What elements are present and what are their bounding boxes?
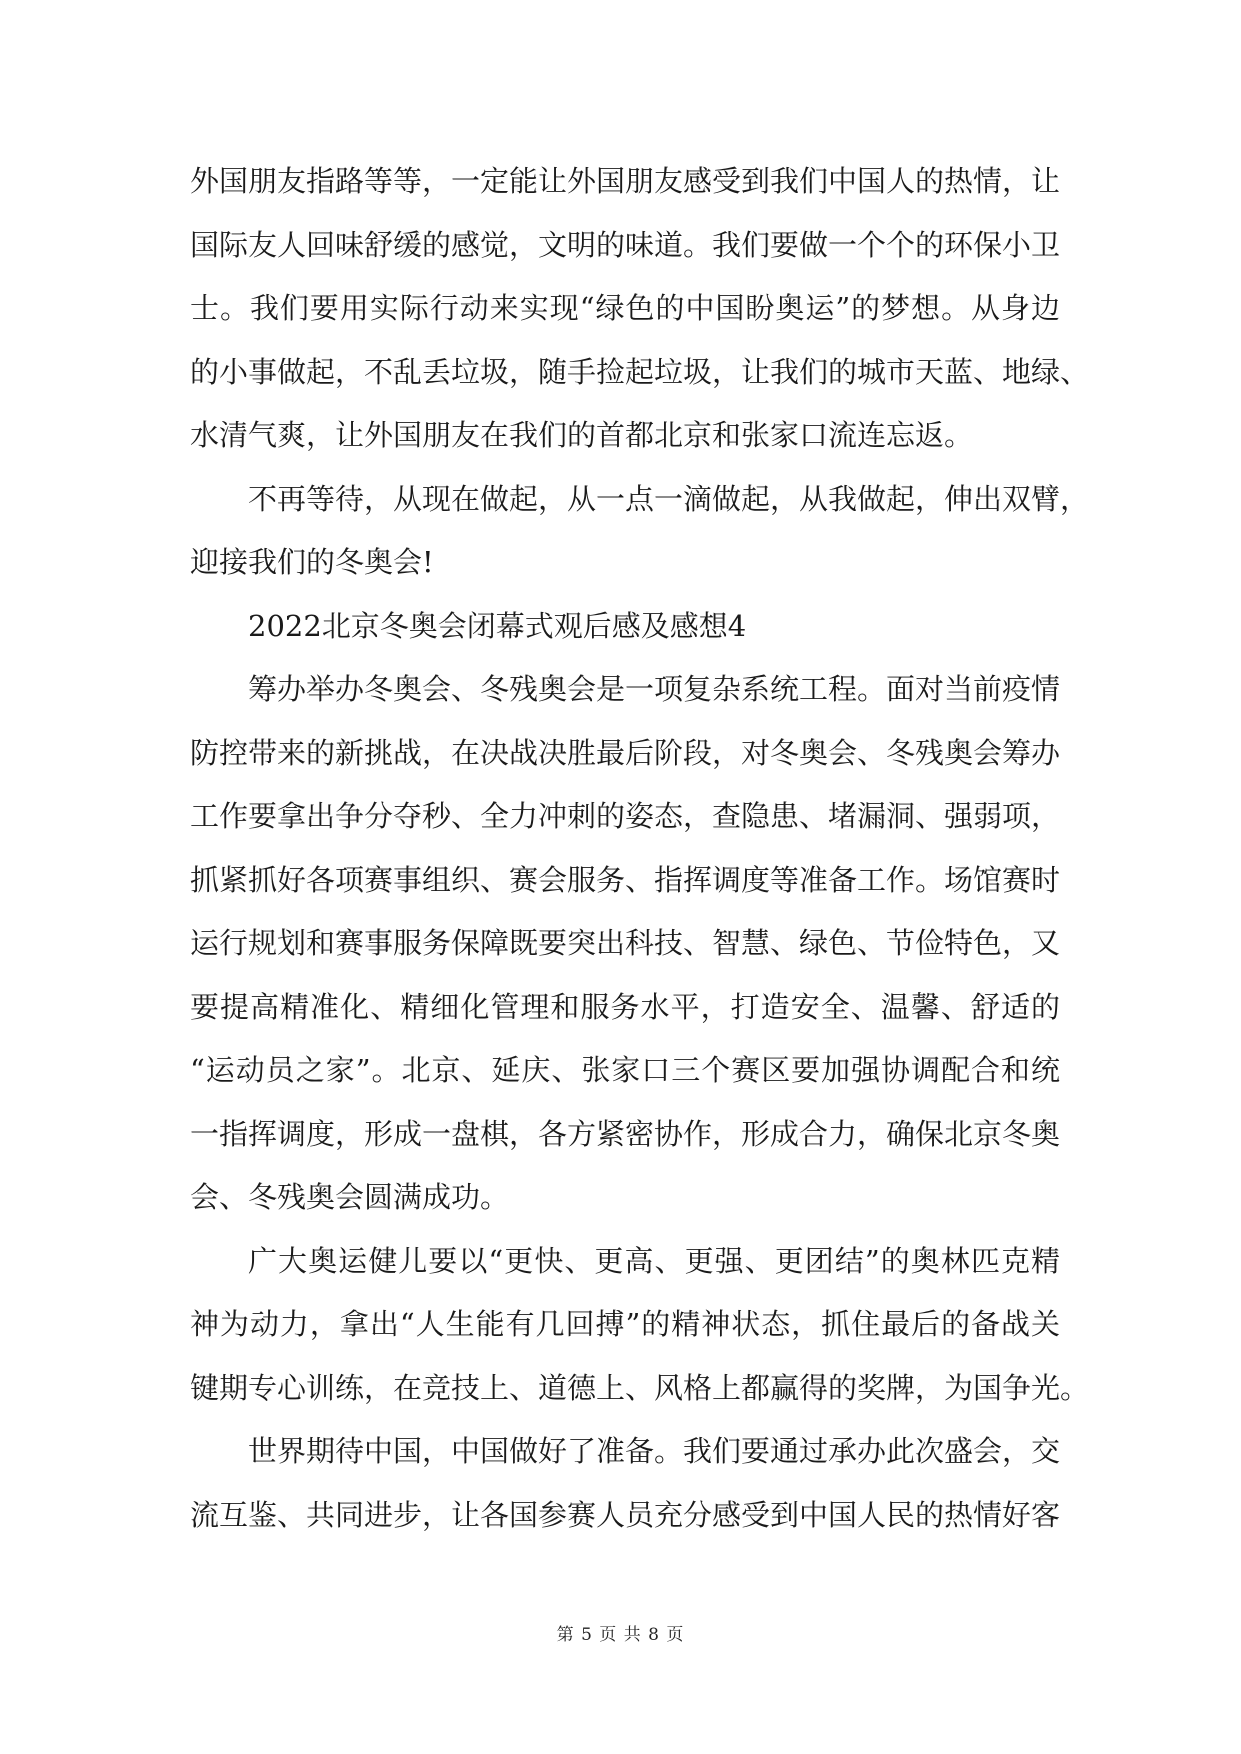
text-line: 外国朋友指路等等，一定能让外国朋友感受到我们中国人的热情，让 <box>190 164 1061 198</box>
text-line: 要提高精准化、精细化管理和服务水平，打造安全、温馨、舒适的 <box>190 989 1060 1024</box>
text-line: 国际友人回味舒缓的感觉，文明的味道。我们要做一个个的环保小卫 <box>190 227 1061 262</box>
section-heading: 2022北京冬奥会闭幕式观后感及感想4 <box>248 608 747 643</box>
text-line: 筹办举办冬奥会、冬残奥会是一项复杂系统工程。面对当前疫情 <box>248 672 1061 706</box>
text-line: 一指挥调度，形成一盘棋，各方紧密协作，形成合力，确保北京冬奥 <box>190 1116 1061 1151</box>
text-line: 的小事做起，不乱丢垃圾，随手捡起垃圾，让我们的城市天蓝、地绿、 <box>190 354 1090 389</box>
text-line: 键期专心训练，在竞技上、道德上、风格上都赢得的奖牌，为国争光。 <box>190 1370 1090 1405</box>
text-line: 防控带来的新挑战，在决战决胜最后阶段，对冬奥会、冬残奥会筹办 <box>190 735 1061 770</box>
text-line: 士。我们要用实际行动来实现“绿色的中国盼奥运”的梦想。从身边 <box>190 291 1060 325</box>
text-line: 世界期待中国，中国做好了准备。我们要通过承办此次盛会，交 <box>248 1434 1061 1468</box>
text-line: 神为动力，拿出“人生能有几回搏”的精神状态，抓住最后的备战关 <box>190 1307 1060 1341</box>
page-number-footer: 第 5 页 共 8 页 <box>556 1625 685 1645</box>
text-line: 流互鉴、共同进步，让各国参赛人员充分感受到中国人民的热情好客 <box>190 1497 1061 1532</box>
text-line: 迎接我们的冬奥会! <box>190 545 434 579</box>
text-line: 广大奥运健儿要以“更快、更高、更强、更团结”的奥林匹克精 <box>248 1243 1060 1278</box>
text-line: 水清气爽，让外国朋友在我们的首都北京和张家口流连忘返。 <box>190 418 974 452</box>
text-line: “运动员之家”。北京、延庆、张家口三个赛区要加强协调配合和统 <box>190 1053 1060 1087</box>
text-line: 不再等待，从现在做起，从一点一滴做起，从我做起，伸出双臂， <box>248 481 1090 516</box>
text-line: 抓紧抓好各项赛事组织、赛会服务、指挥调度等准备工作。场馆赛时 <box>190 862 1061 897</box>
document-body <box>190 150 1090 1547</box>
text-line: 会、冬残奥会圆满成功。 <box>190 1180 510 1214</box>
text-line: 工作要拿出争分夺秒、全力冲刺的姿态，查隐患、堵漏洞、强弱项， <box>190 799 1061 833</box>
text-line: 运行规划和赛事服务保障既要突出科技、智慧、绿色、节俭特色，又 <box>190 926 1061 960</box>
